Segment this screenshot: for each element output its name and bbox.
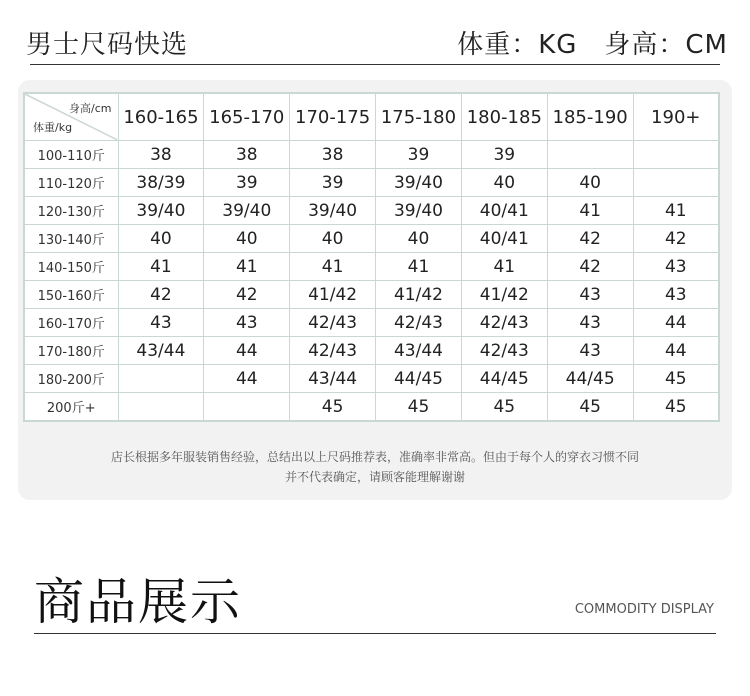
- size-cell: 43: [204, 309, 290, 337]
- size-cell: 41/42: [461, 281, 547, 309]
- table-row: [24, 365, 719, 393]
- size-cell: 38: [290, 141, 376, 169]
- size-cell: 40: [376, 225, 462, 253]
- size-cell: 43/44: [290, 365, 376, 393]
- size-cell: 44: [204, 337, 290, 365]
- size-cell: 39/40: [290, 197, 376, 225]
- size-cell: 40: [547, 169, 633, 197]
- table-row: [24, 197, 719, 225]
- size-cell: 40: [461, 169, 547, 197]
- size-cell: 42: [204, 281, 290, 309]
- row-header-weight: 160-170斤: [24, 309, 118, 337]
- row-header-weight: 120-130斤: [24, 197, 118, 225]
- size-guide-header: [26, 18, 728, 65]
- size-cell: 41: [461, 253, 547, 281]
- row-header-weight: 110-120斤: [24, 169, 118, 197]
- size-cell: 43/44: [118, 337, 204, 365]
- corner-weight-label: 体重/kg: [33, 121, 73, 134]
- table-row: [24, 169, 719, 197]
- corner-height-label: 身高/cm: [69, 102, 112, 115]
- column-header-height: 190+: [633, 93, 719, 141]
- size-cell: 42/43: [290, 309, 376, 337]
- size-cell: 41: [376, 253, 462, 281]
- table-row: [24, 309, 719, 337]
- size-cell: 43: [547, 337, 633, 365]
- row-header-weight: 140-150斤: [24, 253, 118, 281]
- size-cell: 39: [461, 141, 547, 169]
- size-cell: 42/43: [461, 337, 547, 365]
- size-cell: 44: [633, 337, 719, 365]
- column-header-height: 170-175: [290, 93, 376, 141]
- row-header-weight: 150-160斤: [24, 281, 118, 309]
- size-cell: 44: [204, 365, 290, 393]
- size-cell: 45: [290, 393, 376, 422]
- row-header-weight: 200斤+: [24, 393, 118, 422]
- size-cell: 42: [118, 281, 204, 309]
- size-cell: 38/39: [118, 169, 204, 197]
- size-cell: 42: [633, 225, 719, 253]
- size-cell: 43: [547, 281, 633, 309]
- size-cell: 41/42: [376, 281, 462, 309]
- size-cell: [204, 393, 290, 422]
- size-cell: 43: [118, 309, 204, 337]
- units-label: 体重：KG 身高：CM: [457, 30, 728, 60]
- size-cell: [633, 141, 719, 169]
- size-cell: 39: [376, 141, 462, 169]
- size-cell: 39/40: [376, 197, 462, 225]
- size-cell: 42/43: [290, 337, 376, 365]
- size-cell: 41: [204, 253, 290, 281]
- size-chart-table: [23, 92, 720, 422]
- table-row: [24, 337, 719, 365]
- size-cell: 40/41: [461, 225, 547, 253]
- size-cell: 45: [547, 393, 633, 422]
- size-cell: 43: [547, 309, 633, 337]
- section-subtitle: COMMODITY DISPLAY: [574, 602, 714, 617]
- table-row: [24, 225, 719, 253]
- section-divider: [34, 633, 716, 634]
- size-cell: 45: [633, 365, 719, 393]
- note-line-2: 并不代表确定，请顾客能理解谢谢: [284, 470, 465, 484]
- size-cell: 42/43: [461, 309, 547, 337]
- size-cell: 44/45: [547, 365, 633, 393]
- column-header-height: 165-170: [204, 93, 290, 141]
- table-row: [24, 141, 719, 169]
- size-cell: 42/43: [376, 309, 462, 337]
- size-cell: [547, 141, 633, 169]
- size-cell: 39: [204, 169, 290, 197]
- size-cell: 39/40: [204, 197, 290, 225]
- corner-cell: [24, 93, 118, 141]
- size-cell: 38: [204, 141, 290, 169]
- table-header-row: [24, 93, 719, 141]
- size-cell: 43: [633, 281, 719, 309]
- size-cell: 41: [633, 197, 719, 225]
- size-cell: 38: [118, 141, 204, 169]
- size-cell: 40: [118, 225, 204, 253]
- size-cell: [118, 365, 204, 393]
- size-cell: 39/40: [118, 197, 204, 225]
- column-header-height: 180-185: [461, 93, 547, 141]
- row-header-weight: 100-110斤: [24, 141, 118, 169]
- table-row: [24, 253, 719, 281]
- size-cell: 40: [204, 225, 290, 253]
- size-cell: [118, 393, 204, 422]
- size-cell: 44: [633, 309, 719, 337]
- size-cell: 44/45: [461, 365, 547, 393]
- size-cell: 43/44: [376, 337, 462, 365]
- column-header-height: 185-190: [547, 93, 633, 141]
- size-cell: 45: [461, 393, 547, 422]
- size-cell: [633, 169, 719, 197]
- section-title: 商品展示: [34, 573, 242, 631]
- column-header-height: 175-180: [376, 93, 462, 141]
- size-cell: 39/40: [376, 169, 462, 197]
- row-header-weight: 180-200斤: [24, 365, 118, 393]
- size-cell: 40: [290, 225, 376, 253]
- size-cell: 45: [633, 393, 719, 422]
- size-cell: 42: [547, 253, 633, 281]
- note-line-1: 店长根据多年服装销售经验，总结出以上尺码推荐表，准确率非常高。但由于每个人的穿衣习惯不同: [110, 450, 639, 464]
- table-row: [24, 281, 719, 309]
- size-cell: 41: [290, 253, 376, 281]
- size-cell: 41: [118, 253, 204, 281]
- size-cell: 44/45: [376, 365, 462, 393]
- size-cell: 42: [547, 225, 633, 253]
- size-cell: 41: [547, 197, 633, 225]
- size-cell: 43: [633, 253, 719, 281]
- size-cell: 40/41: [461, 197, 547, 225]
- column-header-height: 160-165: [118, 93, 204, 141]
- size-cell: 45: [376, 393, 462, 422]
- size-cell: 39: [290, 169, 376, 197]
- size-cell: 41/42: [290, 281, 376, 309]
- size-guide-title: 男士尺码快选: [26, 30, 189, 60]
- row-header-weight: 130-140斤: [24, 225, 118, 253]
- row-header-weight: 170-180斤: [24, 337, 118, 365]
- table-row: [24, 393, 719, 422]
